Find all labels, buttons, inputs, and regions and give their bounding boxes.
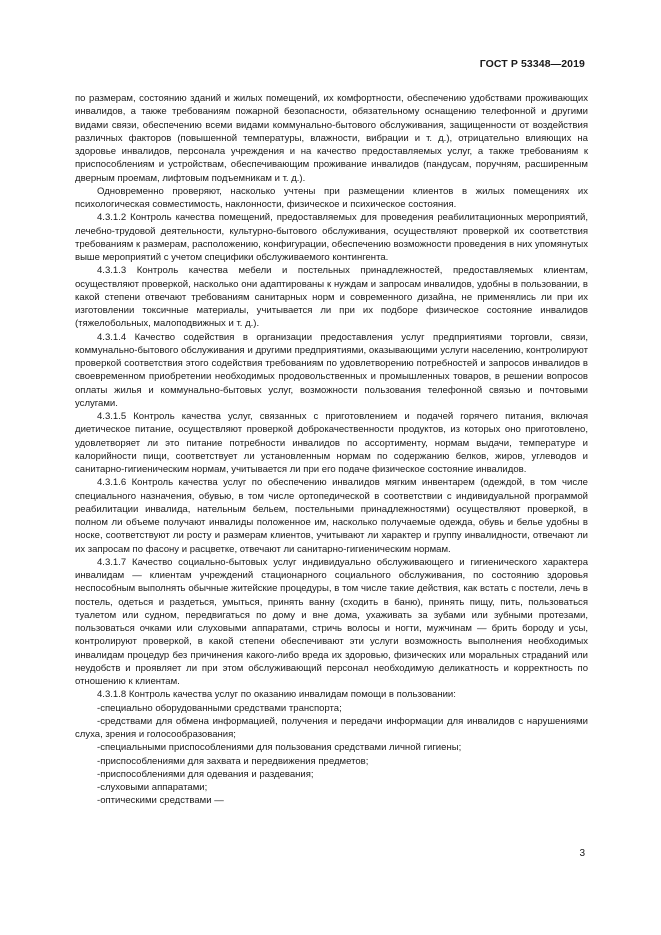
list-item: -оптическими средствами — [97,795,224,807]
list-item: -средствами для обмена информацией, получения и передачи информации для инвалидов с нарушениями слуха, зрения и голосообразования; [75,715,588,740]
clause-4-3-1-4: 4.3.1.4 Качество содействия в организации предоставления услуг предприятиями торговли, связи, коммунально-бытового обслуживания и другими предприятиями, оказывающими услуги населению, контролируют проверкой соответствия этого содействия требованиям по удовлетворению потребностей и запросов инвалидов в своевременном приобретении необходимых продовольственных и промышленных товаров, в решении вопросов оплаты жилья и коммунально-бытовых услуг, возможности пользования телефонной связью и почтовыми услугами. [75,331,588,409]
document-body [75,92,588,808]
paragraph-continuation: по размерам, состоянию зданий и жилых помещений, их комфортности, обеспечению удобствами проживающих инвалидов, а также требованиям пожарной безопасности, обязательному оснащению телефонной и другими видами связи, обеспечению всеми видами коммунально-бытового обслуживания, защищенности от воздействия различных факторов (повышенной температуры, влажности, вибрации и т. д.), отрицательно влияющих на здоровье инвалидов, персонала учреждения и на качество предоставляемых услуг, а также требованиям к приспособлениям и устройствам, обеспечивающим проживание инвалидов (пандусам, поручням, расширенным дверным проемам, лифтовым подъемникам и т. д.). [75,93,588,184]
paragraph-compatibility: Одновременно проверяют, насколько учтены при размещении клиентов в жилых помещениях их психологическая совместимость, наклонности, физическое и психическое состояния. [75,185,588,210]
page-number: 3 [579,848,585,859]
list-marker: - [97,795,101,807]
list-marker: - [97,768,101,780]
list-marker: - [97,702,101,714]
clause-4-3-1-6: 4.3.1.6 Контроль качества услуг по обеспечению инвалидов мягким инвентарем (одеждой, в том числе специального назначения, обувью, в том числе ортопедической в соответствии с индивидуальной программой реабилитации инвалида, нательным бельем, постельными принадлежностями) осуществляют проверкой, в полном ли объеме получают инвалиды положенное им, насколько получаемые одежда, обувь и белье удобны в носке, соответствуют ли росту и размерам клиентов, учитывают ли характер и группу инвалидности, отвечают ли их запросам по фасону и расцветке, отвечают ли санитарно-гигиеническим нормам. [75,477,588,555]
list-marker: - [97,782,101,793]
list-item: -приспособлениями для одевания и раздевания; [97,768,314,780]
list-marker: - [97,742,101,754]
clause-4-3-1-5: 4.3.1.5 Контроль качества услуг, связанных с приготовлением и подачей горячего питания, включая диетическое питание, осуществляют проверкой доброкачественности продуктов, из которых оно приготовлено, удовлетворяет ли это питание потребности инвалидов по ассортименту, нормам выдачи, температуре и калорийности пищи, соответствует ли установленным нормам по содержанию белков, жиров, углеводов и санитарно-гигиеническим нормам, учитывается ли при его подаче физическое состояние инвалидов. [75,411,588,475]
list-marker: - [97,755,101,767]
list-item: -специально оборудованными средствами транспорта; [97,702,342,714]
list-item: -специальными приспособлениями для пользования средствами личной гигиены; [97,742,462,754]
clause-4-3-1-2: 4.3.1.2 Контроль качества помещений, предоставляемых для проведения реабилитационных мероприятий, лечебно-трудовой деятельности, культурно-бытового обслуживания, осуществляют проверкой их соответствия требованиям к размерам, расположению, конфигурации, обеспечению возможности проведения в них упомянутых выше мероприятий с учетом специфики обслуживаемого контингента. [75,212,588,263]
list-marker: - [97,715,101,727]
clause-4-3-1-8: 4.3.1.8 Контроль качества услуг по оказанию инвалидам помощи в пользовании: [97,689,456,701]
clause-4-3-1-7: 4.3.1.7 Качество социально-бытовых услуг индивидуально обслуживающего и гигиенического характера инвалидам — клиентам учреждений стационарного социального обслуживания, по состоянию здоровья неспособным выполнять обычные житейские процедуры, в том числе такие действия, как встать с постели, лечь в постель, одеться и раздеться, умыться, принять ванну (сходить в баню), принять пищу, пить, пользоваться туалетом или судном, передвигаться по дому и вне дома, ухаживать за зубами или зубными протезами, пользоваться очками или слуховыми аппаратами, стричь волосы и ногти, мужчинам — брить бороду и усы, контролируют проверкой, в какой степени обеспечивают эти услуги возможность выполнения необходимых инвалидам процедур без причинения какого-либо вреда их здоровью, физических или моральных страданий или неудобств и проявляет ли при этом обслуживающий персонал необходимую деликатность и корректность по отношению к клиентам. [75,556,588,687]
document-standard-id: ГОСТ Р 53348—2019 [479,58,585,70]
list-item: -слуховыми аппаратами; [97,782,208,793]
clause-4-3-1-3: 4.3.1.3 Контроль качества мебели и постельных принадлежностей, предоставляемых клиентам, осуществляют проверкой, насколько они адаптированы к нуждам и запросам инвалидов, удобны в пользовании, в какой степени отвечают требованиям санитарных норм и современного дизайна, не применялись ли при их изготовлении токсичные материалы, учитывается ли при их подборе физическое состояние инвалидов (тяжелобольных, малоподвижных и т. д.). [75,265,588,330]
list-item: -приспособлениями для захвата и передвижения предметов; [97,755,369,767]
